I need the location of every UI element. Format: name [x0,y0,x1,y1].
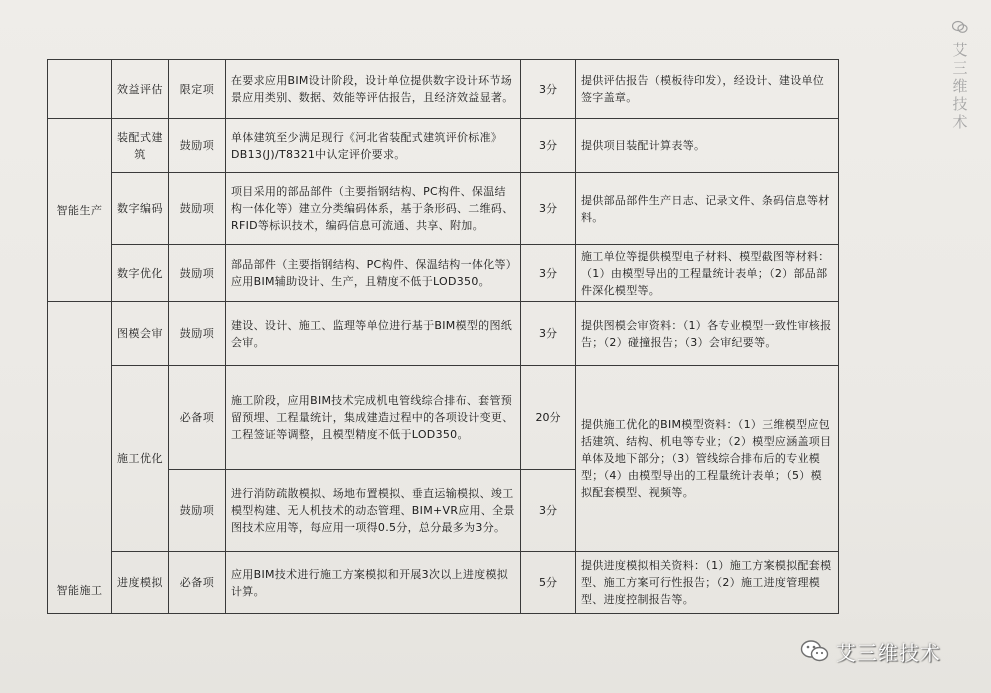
type-cell: 必备项 [169,552,226,614]
watermark-bottom [800,636,941,666]
score-cell: 3分 [521,470,576,552]
score-cell: 5分 [521,552,576,614]
materials-cell: 提供施工优化的BIM模型资料：（1）三维模型应包括建筑、结构、机电等专业；（2）模型应涵盖项目单体及地下部分；（3）管线综合排布后的专业模型；（4）由模型导出的工程量统计表单；（5）模拟配套模型、视频等。 [576,366,839,552]
type-cell: 鼓励项 [169,119,226,173]
wechat-icon [800,639,830,663]
requirement-cell: 应用BIM技术进行施工方案模拟和开展3次以上进度模拟计算。 [226,552,521,614]
type-cell: 鼓励项 [169,245,226,302]
requirement-cell: 施工阶段，应用BIM技术完成机电管线综合排布、套管预留预埋、工程量统计，集成建造过程中的各项设计变更、工程签证等调整，且模型精度不低于LOD350。 [226,366,521,470]
group-cell: 智能施工 [48,302,112,614]
type-cell: 鼓励项 [169,302,226,366]
requirement-cell: 建设、设计、施工、监理等单位进行基于BIM模型的图纸会审。 [226,302,521,366]
item-cell: 进度模拟 [112,552,169,614]
evaluation-table [47,59,839,614]
watermark-vertical-text: 艾三维技术 [950,42,969,132]
type-cell: 鼓励项 [169,470,226,552]
materials-cell: 提供图模会审资料：（1）各专业模型一致性审核报告；（2）碰撞报告；（3）会审纪要等。 [576,302,839,366]
item-cell: 效益评估 [112,60,169,119]
group-cell-empty [48,60,112,119]
requirement-cell: 部品部件（主要指钢结构、PC构件、保温结构一体化等）应用BIM辅助设计、生产，且精度不低于LOD350。 [226,245,521,302]
item-cell: 数字优化 [112,245,169,302]
materials-cell: 施工单位等提供模型电子材料、模型截图等材料：（1）由模型导出的工程量统计表单；（2）部品部件深化模型等。 [576,245,839,302]
item-cell: 施工优化 [112,366,169,552]
materials-cell: 提供项目装配计算表等。 [576,119,839,173]
requirement-cell: 在要求应用BIM设计阶段，设计单位提供数字设计环节场景应用类别、数据、效能等评估报告，且经济效益显著。 [226,60,521,119]
table-row [48,552,839,614]
type-cell: 鼓励项 [169,173,226,245]
table-row [48,302,839,366]
watermark-vertical [943,20,977,160]
requirement-cell: 单体建筑至少满足现行《河北省装配式建筑评价标准》DB13(J)/T8321中认定评价要求。 [226,119,521,173]
table-row [48,366,839,470]
type-cell: 限定项 [169,60,226,119]
wechat-icon [952,20,968,38]
requirement-cell: 进行消防疏散模拟、场地布置模拟、垂直运输模拟、竣工模型构建、无人机技术的动态管理、BIM+VR应用、全景图技术应用等，每应用一项得0.5分，总分最多为3分。 [226,470,521,552]
requirement-cell: 项目采用的部品部件（主要指钢结构、PC构件、保温结构一体化等）建立分类编码体系，基于条形码、二维码、RFID等标识技术，编码信息可流通、共享、附加。 [226,173,521,245]
score-cell: 20分 [521,366,576,470]
item-cell: 图模会审 [112,302,169,366]
table-row [48,60,839,119]
table-row [48,245,839,302]
materials-cell: 提供进度模拟相关资料：（1）施工方案模拟配套模型、施工方案可行性报告；（2）施工进度管理模型、进度控制报告等。 [576,552,839,614]
table-row [48,173,839,245]
score-cell: 3分 [521,119,576,173]
item-cell: 装配式建筑 [112,119,169,173]
group-cell: 智能生产 [48,119,112,302]
materials-cell: 提供部品部件生产日志、记录文件、条码信息等材料。 [576,173,839,245]
type-cell: 必备项 [169,366,226,470]
watermark-bottom-text: 艾三维技术 [836,640,941,665]
table-row [48,119,839,173]
score-cell: 3分 [521,302,576,366]
materials-cell: 提供评估报告（模板待印发），经设计、建设单位签字盖章。 [576,60,839,119]
item-cell: 数字编码 [112,173,169,245]
score-cell: 3分 [521,173,576,245]
score-cell: 3分 [521,60,576,119]
score-cell: 3分 [521,245,576,302]
